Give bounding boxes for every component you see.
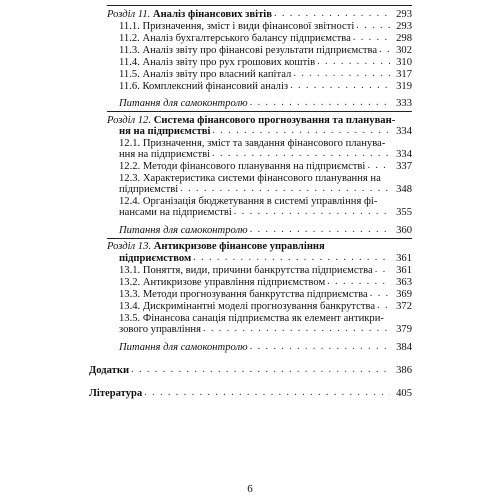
toc-entry-12-1: 12.1. Призначення, зміст та завдання фінансового планува- bbox=[119, 138, 386, 149]
section-12-heading: Розділ 12. Система фінансового прогнозування та плануван- bbox=[107, 115, 396, 126]
toc-questions-11: Питання для самоконтролю . . . 333 bbox=[119, 98, 412, 109]
toc-entry-13-2: 13.2. Антикризове управління підприємством . . . 363 bbox=[119, 277, 412, 288]
section-11-heading: Розділ 11. Аналіз фінансових звітів . . . 293 bbox=[107, 9, 412, 20]
toc-entry-13-3: 13.3. Методи прогнозування банкрутства підприємства . . . 369 bbox=[119, 289, 412, 300]
toc-entry-13-1: 13.1. Поняття, види, причини банкрутства підприємства . . . 361 bbox=[119, 265, 412, 276]
toc-entry-11-5: 11.5. Аналіз звіту про власний капітал . . . 317 bbox=[119, 69, 412, 80]
top-rule bbox=[107, 5, 412, 6]
toc-entry-12-4: 12.4. Організація бюджетування в системі управління фі- bbox=[119, 196, 378, 207]
toc-entry-13-4: 13.4. Дискримінантні моделі прогнозування банкрутства . . . 372 bbox=[119, 301, 412, 312]
toc-entry-12-3: 12.3. Характеристика системи фінансового планування на bbox=[119, 173, 381, 184]
section-divider bbox=[107, 238, 412, 239]
toc-entry-11-6: 11.6. Комплексний фінансовий аналіз . . . 319 bbox=[119, 81, 412, 92]
toc-entry-12-1-cont: ння на підприємстві . . . 334 bbox=[119, 149, 412, 160]
page-number: 6 bbox=[247, 483, 253, 495]
toc-entry-11-2: 11.2. Аналіз бухгалтерського балансу підприємства . . . 298 bbox=[119, 33, 412, 44]
toc-entry-12-4-cont: нансами на підприємстві . . . 355 bbox=[119, 207, 412, 218]
toc-entry-13-5-cont: зового управління . . . 379 bbox=[119, 324, 412, 335]
section-12-heading-cont: ня на підприємстві . . . 334 bbox=[119, 126, 412, 137]
toc-appendix: Додатки . . . 386 bbox=[89, 365, 412, 376]
toc-entry-13-5: 13.5. Фінансова санація підприємства як елемент антикри- bbox=[119, 313, 384, 324]
toc-literature: Література . . . 405 bbox=[89, 388, 412, 399]
toc-questions-13: Питання для самоконтролю . . . 384 bbox=[119, 342, 412, 353]
toc-entry-12-2: 12.2. Методи фінансового планування на підприємстві . . . 337 bbox=[119, 161, 412, 172]
toc-entry-12-3-cont: підприємстві . . . 348 bbox=[119, 184, 412, 195]
section-divider bbox=[107, 111, 412, 112]
section-13-heading: Розділ 13. Антикризове фінансове управління bbox=[107, 241, 325, 252]
toc-questions-12: Питання для самоконтролю . . . 360 bbox=[119, 225, 412, 236]
section-13-heading-cont: підприємством . . . 361 bbox=[119, 253, 412, 264]
toc-entry-11-4: 11.4. Аналіз звіту про рух грошових коштів . . . 310 bbox=[119, 57, 412, 68]
toc-entry-11-3: 11.3. Аналіз звіту про фінансові результати підприємства . . . 302 bbox=[119, 45, 412, 56]
toc-entry-11-1: 11.1. Призначення, зміст і види фінансової звітності . . . 293 bbox=[119, 21, 412, 32]
